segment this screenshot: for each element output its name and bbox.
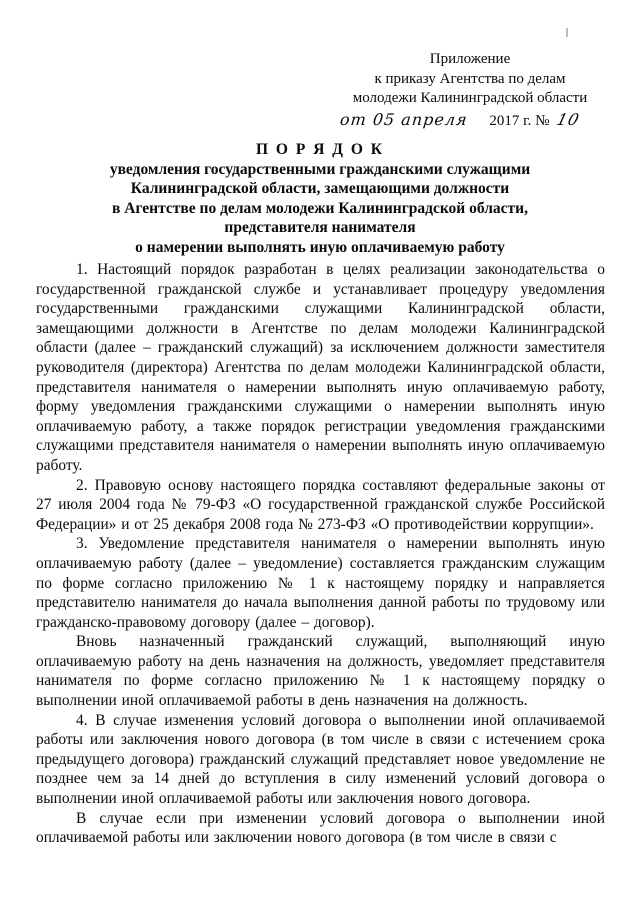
document-body (36, 260, 605, 848)
appendix-header (330, 50, 610, 131)
header-line-order: к приказу Агентства по делам (374, 70, 566, 87)
scan-artifact-mark (566, 28, 568, 37)
order-date-line (330, 110, 610, 132)
title-line-4: в Агентстве по делам молодежи Калининградской области, (112, 199, 528, 217)
header-line-agency: молодежи Калининградской области (352, 90, 588, 106)
title-line-3: Калининградской области, замещающими должности (130, 180, 510, 197)
paragraph-1: 1. Настоящий порядок разработан в целях реализации законодательства о государственной гражданской службе и устанавливает процедуру уведомления государственными гражданскими служащими Калининградской области, замещающими должности в Агентстве по делам молодежи Калининградской области (далее – гражданский служащий) за исключением должности заместителя руководителя (директора) Агентства по делам молодежи Калининградской области, представителя нанимателя о намерении выполнять иную оплачиваемую работу, форму уведомления гражданскими служащими о намерении выполнять иную оплачиваемую работу, а также порядок регистрации уведомления гражданскими служащими представителя нанимателя о намерении выполнять иную оплачиваемую работу. (36, 261, 605, 474)
printed-year-number: 2017 г. № (489, 112, 550, 129)
paragraph-4: 4. В случае изменения условий договора о выполнении иной оплачиваемой работы или заключения нового договора (в том числе в связи с истечением срока предыдущего договора) гражданский служащий представляет новое уведомление не позднее чем за 14 дней до вступления в силу изменений условий договора о выполнении иной оплачиваемой работы или заключения нового договора. (36, 711, 605, 808)
paragraph-3: 3. Уведомление представителя нанимателя о намерении выполнять иную оплачиваемую работу (далее – уведомление) составляется гражданским служащим по форме согласно приложению № 1 к настоящему порядку и направляется представителю нанимателя до начала выполнения данной работы по трудовому или гражданско-правовому договору (далее – договор). (36, 535, 605, 631)
title-line-5: представителя нанимателя (224, 219, 416, 236)
handwritten-date: от 05 апреля (339, 109, 469, 129)
document-title (35, 140, 605, 257)
header-line-appendix: Приложение (429, 51, 511, 67)
handwritten-order-number: 10 (554, 109, 582, 129)
paragraph-2: 2. Правовую основу настоящего порядка составляют федеральные законы от 27 июля 2004 года № 79-ФЗ «О государственной гражданской службе Российской Федерации» и от 25 декабря 2008 года № 273-ФЗ «О противодействии коррупции». (36, 476, 605, 533)
paragraph-3-continuation: Вновь назначенный гражданский служащий, выполняющий иную оплачиваемую работу на день назначения на должность, уведомляет представителя нанимателя по форме согласно приложению № 1 к настоящему порядку о выполнении иной оплачиваемой работы в день назначения на должность. (36, 633, 605, 710)
title-line-6: о намерении выполнять иную оплачиваемую работу (135, 238, 505, 256)
title-line-2: уведомления государственными гражданскими служащими (109, 160, 531, 178)
paragraph-4-continuation-cutoff: В случае если при изменении условий договора о выполнении иной оплачиваемой работы или заключении нового договора (в том числе в связи с (36, 809, 605, 847)
title-word-poryadok: П О Р Я Д О К (256, 141, 384, 158)
